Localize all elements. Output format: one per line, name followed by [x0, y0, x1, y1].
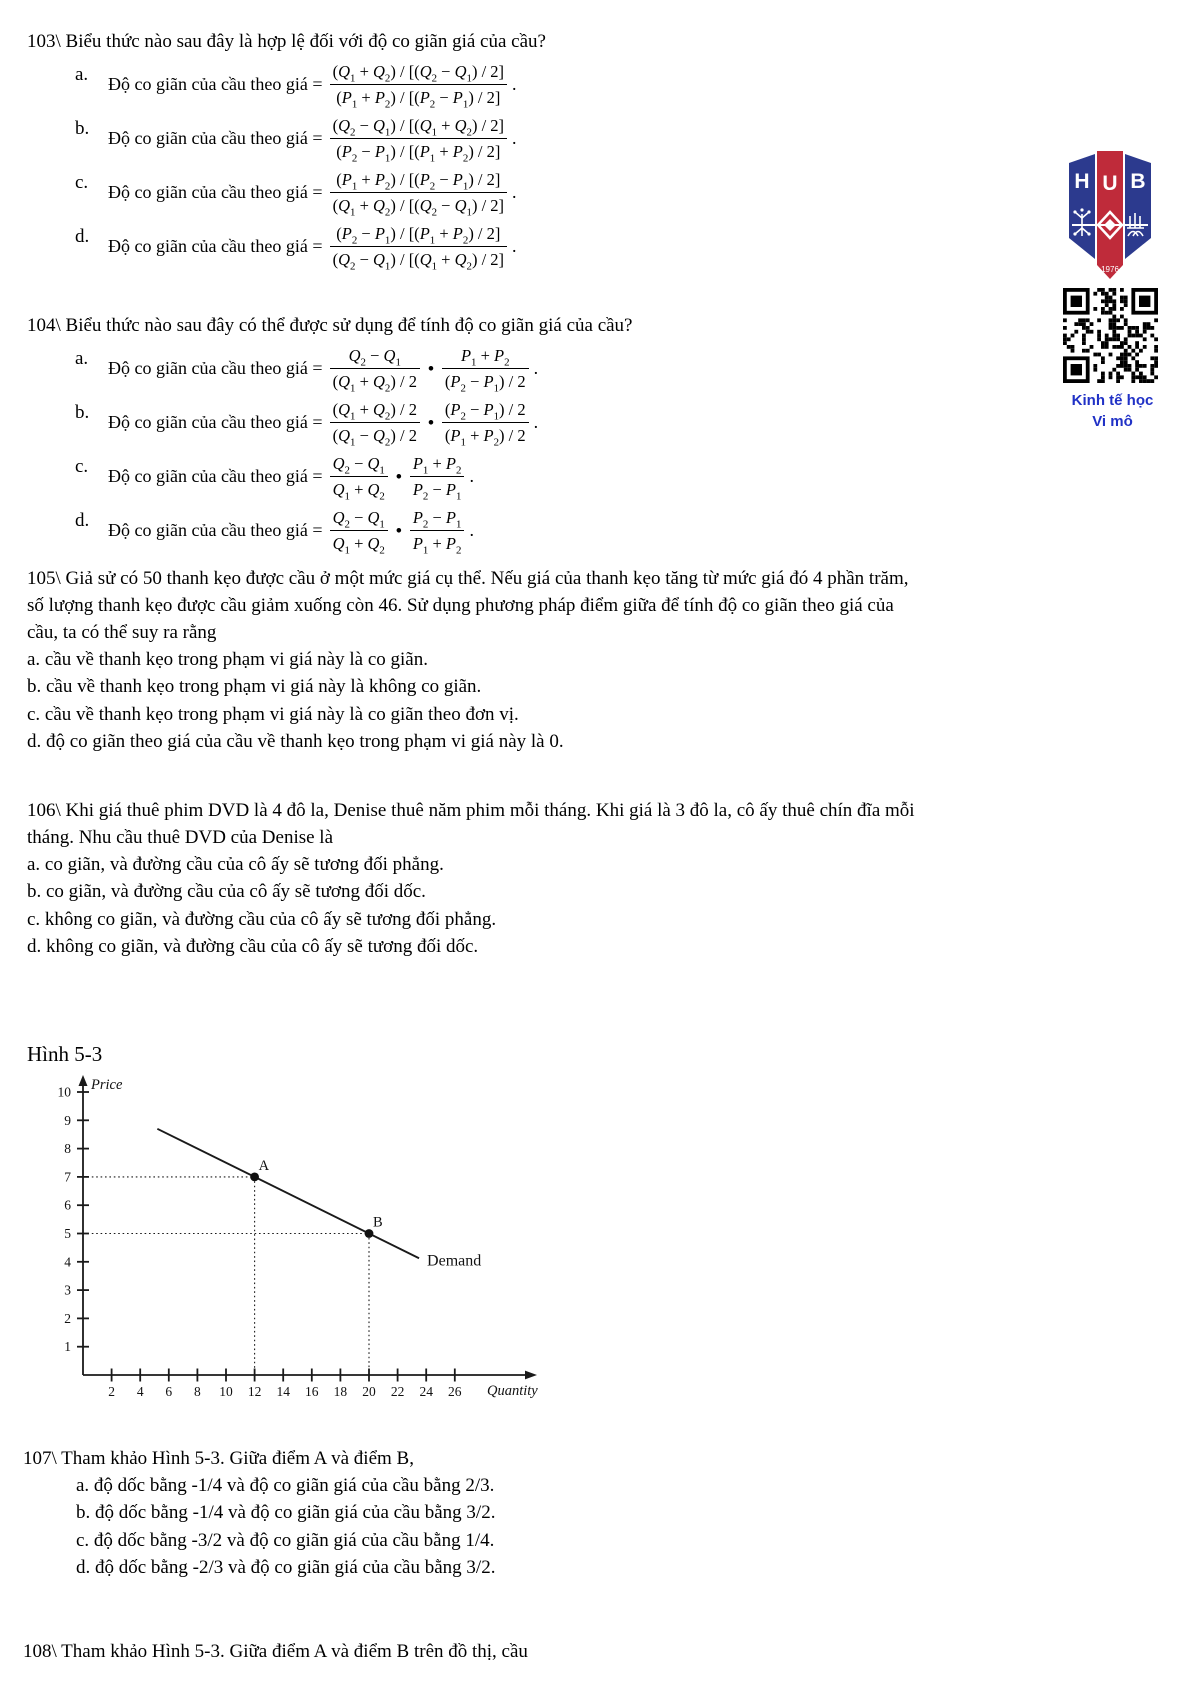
q104-option-c: [75, 452, 1157, 501]
logo-letter-h: H: [1074, 170, 1090, 193]
y-tick-label: 9: [64, 1112, 71, 1128]
denominator: $(P_2 - P_1) / [(P_1 + P_2) / 2]$: [336, 142, 501, 165]
option-letter: a.: [75, 348, 89, 369]
x-tick-label: 24: [419, 1384, 433, 1399]
y-tick-label: 6: [64, 1197, 71, 1213]
y-axis-arrow: [79, 1075, 88, 1086]
q103-option-d: [75, 222, 1157, 271]
y-ticks: [58, 1085, 90, 1355]
q104-option-b: [75, 398, 1157, 447]
option-letter: c.: [75, 456, 89, 477]
denominator: $(P_2 - P_1) / 2$: [444, 372, 526, 395]
denominator: $P_2 - P_1$: [412, 480, 462, 503]
q103-option-a: [75, 60, 1157, 109]
denominator: $(Q_1 + Q_2) / 2$: [332, 372, 417, 395]
formula-lead: Độ co giãn của cầu theo giá =: [108, 74, 323, 94]
q106-line-2: tháng. Nhu cầu thuê DVD của Denise là: [27, 827, 334, 848]
q105-option-d: d. độ co giãn theo giá của cầu về thanh kẹo trong phạm vi giá này là 0.: [27, 731, 564, 753]
q106-option-c: c. không co giãn, và đường cầu của cô ấy sẽ tương đối phẳng.: [27, 908, 497, 930]
x-axis-arrow: [525, 1371, 537, 1380]
x-tick-label: 4: [136, 1384, 144, 1399]
question-104: [27, 312, 1157, 555]
fraction: [330, 398, 420, 447]
q105-option-c: c. cầu về thanh kẹo trong phạm vi giá này là co giãn theo đơn vị.: [27, 703, 519, 725]
period: .: [533, 412, 539, 432]
numerator: $P_2 - P_1$: [410, 506, 465, 531]
numerator: $P_1 + P_2$: [442, 344, 529, 369]
numerator: $(Q_2 - Q_1) / [(Q_1 + Q_2) / 2]$: [330, 114, 507, 139]
x-tick-label: 26: [448, 1384, 462, 1399]
x-tick-label: 22: [390, 1384, 405, 1399]
multiplication-dot: •: [427, 359, 434, 378]
denominator: $(Q_1 - Q_2) / 2$: [332, 426, 417, 449]
fraction: [410, 506, 465, 555]
x-ticks: [108, 1369, 462, 1400]
question-106: [27, 797, 1157, 961]
fraction: [330, 344, 420, 393]
logo-letter-u: U: [1102, 172, 1118, 195]
multiplication-dot: •: [395, 521, 402, 540]
y-tick-label: 4: [64, 1254, 71, 1270]
formula-lead: Độ co giãn của cầu theo giá =: [108, 128, 323, 148]
logo-letter-b: B: [1130, 170, 1146, 193]
q107-option-a: a. độ dốc bằng -1/4 và độ co giãn giá của cầu bằng 2/3.: [76, 1475, 495, 1496]
y-tick-label: 2: [64, 1310, 71, 1326]
demand-label: Demand: [427, 1252, 482, 1270]
option-letter: b.: [75, 402, 90, 423]
denominator: $(P_1 + P_2) / [(P_2 - P_1) / 2]$: [336, 88, 501, 111]
numerator: $(Q_1 + Q_2) / [(Q_2 - Q_1) / 2]$: [330, 60, 507, 85]
q108-line-1: 108\ Tham khảo Hình 5-3. Giữa điểm A và điểm B trên đồ thị, cầu: [23, 1641, 528, 1662]
fraction: [330, 168, 507, 217]
q105-option-b: b. cầu về thanh kẹo trong phạm vi giá này là không co giãn.: [27, 676, 482, 698]
question-108: [23, 1638, 1153, 1665]
question-103: [27, 28, 1157, 271]
q107-option-c: c. độ dốc bằng -3/2 và độ co giãn giá của cầu bằng 1/4.: [76, 1529, 495, 1551]
period: .: [512, 236, 517, 256]
x-axis-title: Quantity: [487, 1383, 538, 1399]
period: .: [469, 520, 474, 540]
point-A-label: A: [258, 1157, 270, 1174]
point-B-label: B: [373, 1214, 383, 1231]
numerator: $(P_2 - P_1) / 2$: [442, 398, 529, 423]
denominator: $P_1 + P_2$: [412, 534, 462, 557]
y-tick-label: 5: [64, 1226, 71, 1241]
q104-option-a: [75, 344, 1157, 393]
q107-option-b: b. độ dốc bằng -1/4 và độ co giãn giá của cầu bằng 3/2.: [76, 1502, 496, 1524]
period: .: [512, 182, 517, 202]
y-tick-label: 8: [64, 1141, 71, 1157]
period: .: [512, 128, 517, 148]
denominator: $(Q_1 + Q_2) / [(Q_2 - Q_1) / 2]$: [332, 196, 505, 219]
question-105: [27, 565, 1157, 756]
q107-line-1: 107\ Tham khảo Hình 5-3. Giữa điểm A và điểm B,: [23, 1448, 414, 1469]
period: .: [533, 358, 539, 378]
numerator: $(P_2 - P_1) / [(P_1 + P_2) / 2]$: [330, 222, 507, 247]
dotted-guides: [83, 1177, 369, 1375]
fraction: [442, 344, 529, 393]
q106-option-a: a. co giãn, và đường cầu của cô ấy sẽ tương đối phẳng.: [27, 854, 444, 875]
qr-caption-line2: Vi mô: [1092, 413, 1133, 430]
x-tick-label: 8: [194, 1384, 201, 1399]
q104-text: 104\ Biểu thức nào sau đây có thể được sử dụng để tính độ co giãn giá của cầu?: [27, 315, 633, 336]
numerator: $P_1 + P_2$: [410, 452, 465, 477]
fraction: [330, 452, 388, 501]
formula-lead: Độ co giãn của cầu theo giá =: [108, 182, 323, 202]
x-tick-label: 10: [219, 1384, 233, 1399]
q103-option-c: [75, 168, 1157, 217]
q105-line-2: số lượng thanh kẹo được cầu giảm xuống còn 46. Sử dụng phương pháp điểm giữa để tính độ co giãn theo giá của: [27, 595, 894, 616]
q106-option-d: d. không co giãn, và đường cầu của cô ấy sẽ tương đối dốc.: [27, 936, 479, 958]
x-tick-label: 6: [165, 1384, 173, 1399]
denominator: $Q_1 + Q_2$: [332, 534, 385, 557]
demand-curve: [157, 1129, 419, 1258]
formula-lead: Độ co giãn của cầu theo giá =: [108, 236, 323, 256]
x-tick-label: 12: [247, 1384, 262, 1399]
qr-caption-line1: Kinh tế học: [1071, 392, 1154, 409]
y-tick-label: 7: [64, 1169, 71, 1185]
formula-lead: Độ co giãn của cầu theo giá =: [108, 358, 323, 378]
fraction: [410, 452, 465, 501]
q105-line-1: 105\ Giả sử có 50 thanh kẹo được cầu ở một mức giá cụ thể. Nếu giá của thanh kẹo tăng từ mức giá đó 4 phần trăm,: [27, 568, 909, 589]
fraction: [330, 114, 507, 163]
q106-line-1: 106\ Khi giá thuê phim DVD là 4 đô la, Denise thuê năm phim mỗi tháng. Khi giá là 3 đô la, cô ấy thuê chín đĩa mỗi: [27, 800, 915, 821]
x-tick-label: 2: [108, 1384, 115, 1399]
option-letter: d.: [75, 510, 90, 531]
q106-option-b: b. co giãn, và đường cầu của cô ấy sẽ tương đối dốc.: [27, 881, 426, 903]
axes: [79, 1075, 538, 1379]
period: .: [512, 74, 517, 94]
denominator: $Q_1 + Q_2$: [332, 480, 385, 503]
fraction: [330, 60, 507, 109]
fraction: [442, 398, 529, 447]
q103-option-b: [75, 114, 1157, 163]
x-tick-label: 14: [276, 1384, 290, 1399]
logo-year: 1976: [1101, 265, 1119, 274]
formula-lead: Độ co giãn của cầu theo giá =: [108, 520, 323, 540]
option-letter: a.: [75, 64, 89, 85]
y-axis-title: Price: [91, 1077, 123, 1093]
figure-title: Hình 5-3: [27, 1042, 103, 1066]
marked-points: [250, 1158, 382, 1238]
x-tick-label: 16: [305, 1384, 319, 1399]
numerator: $Q_2 - Q_1$: [330, 344, 420, 369]
q107-option-d: d. độ dốc bằng -2/3 và độ co giãn giá của cầu bằng 3/2.: [76, 1557, 496, 1579]
fraction: [330, 222, 507, 271]
option-letter: d.: [75, 226, 90, 247]
x-tick-label: 18: [333, 1384, 348, 1399]
q104-option-d: [75, 506, 1157, 555]
multiplication-dot: •: [427, 413, 434, 432]
numerator: $Q_2 - Q_1$: [330, 506, 388, 531]
y-tick-label: 1: [64, 1339, 71, 1355]
formula-lead: Độ co giãn của cầu theo giá =: [108, 412, 323, 432]
option-letter: b.: [75, 118, 90, 139]
numerator: $Q_2 - Q_1$: [330, 452, 388, 477]
numerator: $(P_1 + P_2) / [(P_2 - P_1) / 2]$: [330, 168, 507, 193]
q105-line-3: cầu, ta có thể suy ra rằng: [27, 622, 217, 643]
x-tick-label: 20: [362, 1384, 376, 1399]
q105-option-a: a. cầu về thanh kẹo trong phạm vi giá này là co giãn.: [27, 649, 428, 670]
y-tick-label: 10: [57, 1084, 71, 1100]
denominator: $(Q_2 - Q_1) / [(Q_1 + Q_2) / 2]$: [332, 250, 505, 273]
denominator: $(P_1 + P_2) / 2$: [444, 426, 526, 449]
fraction: [330, 506, 388, 555]
period: .: [469, 466, 474, 486]
question-107: [23, 1445, 1153, 1582]
y-tick-label: 3: [64, 1282, 71, 1298]
q103-text: 103\ Biểu thức nào sau đây là hợp lệ đối với độ co giãn giá của cầu?: [27, 31, 546, 52]
numerator: $(Q_1 + Q_2) / 2$: [330, 398, 420, 423]
figure-5-3-demand-chart: [30, 1072, 550, 1410]
formula-lead: Độ co giãn của cầu theo giá =: [108, 466, 323, 486]
option-letter: c.: [75, 172, 89, 193]
multiplication-dot: •: [395, 467, 402, 486]
